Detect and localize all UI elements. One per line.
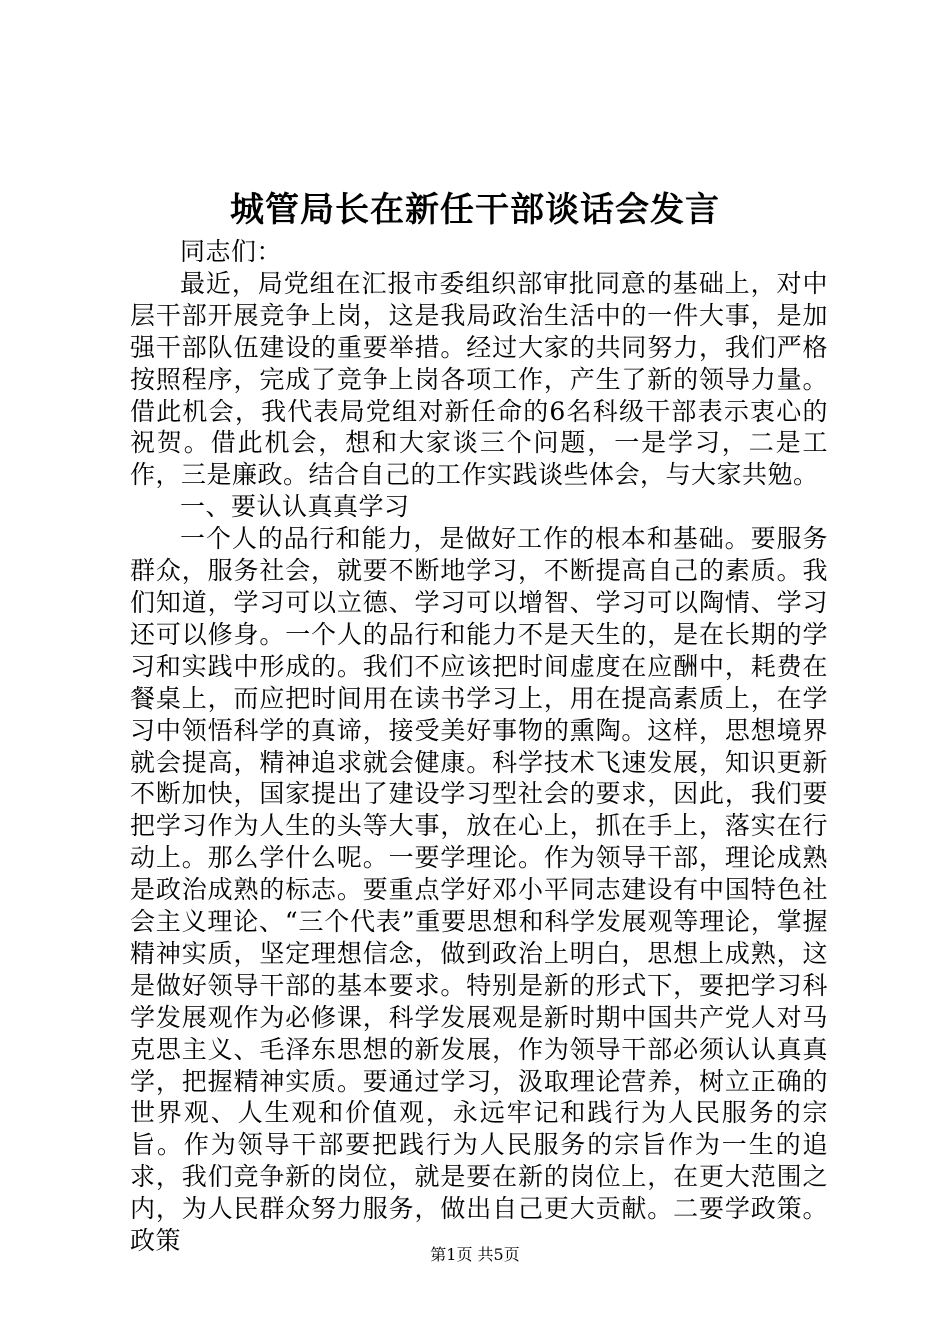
salutation: 同志们： (180, 237, 283, 266)
document-title: 城管局长在新任干部谈话会发言 (230, 190, 720, 230)
document-body (130, 236, 828, 1257)
paragraph-study: 一个人的品行和能力，是做好工作的根本和基础。要服务群众，服务社会，就要不断地学习，不断提高自己的素质。我们知道，学习可以立德、学习可以增智、学习可以陶情、学习还可以修身。一个人的品行和能力不是天生的，是在长期的学习和实践中形成的。我们不应该把时间虚度在应酬中，耗费在餐桌上，而应把时间用在读书学习上，用在提高素质上，在学习中领悟科学的真谛，接受美好事物的熏陶。这样，思想境界就会提高，精神追求就会健康。科学技术飞速发展，知识更新不断加快，国家提出了建设学习型社会的要求，因此，我们要把学习作为人生的头等大事，放在心上，抓在手上，落实在行动上。那么学什么呢。一要学理论。作为领导干部，理论成熟是政治成熟的标志。要重点学好邓小平同志建设有中国特色社会主义理论、“三个代表”重要思想和科学发展观等理论，掌握精神实质，坚定理想信念，做到政治上明白，思想上成熟，这是做好领导干部的基本要求。特别是新的形式下，要把学习科学发展观作为必修课，科学发展观是新时期中国共产党人对马克思主义、毛泽东思想的新发展，作为领导干部必须认认真真学，把握精神实质。要通过学习，汲取理论营养，树立正确的世界观、人生观和价值观，永远牢记和践行为人民服务的宗旨。作为领导干部要把践行为人民服务的宗旨作为一生的追求，我们竞争新的岗位，就是要在新的岗位上，在更大范围之内，为人民群众努力服务，做出自己更大贡献。二要学政策。政策 (130, 524, 828, 1256)
section-heading-1: 一、要认认真真学习 (180, 492, 410, 522)
paragraph-intro: 最近，局党组在汇报市委组织部审批同意的基础上，对中层干部开展竞争上岗，这是我局政治生活中的一件大事，是加强干部队伍建设的重要举措。经过大家的共同努力，我们严格按照程序，完成了竞争上岗各项工作，产生了新的领导力量。借此机会，我代表局党组对新任命的6名科级干部表示衷心的祝贺。借此机会，想和大家谈三个问题，一是学习，二是工作，三是廉政。结合自己的工作实践谈些体会，与大家共勉。 (130, 268, 828, 490)
page-footer: 第1页 共5页 (430, 1245, 520, 1264)
